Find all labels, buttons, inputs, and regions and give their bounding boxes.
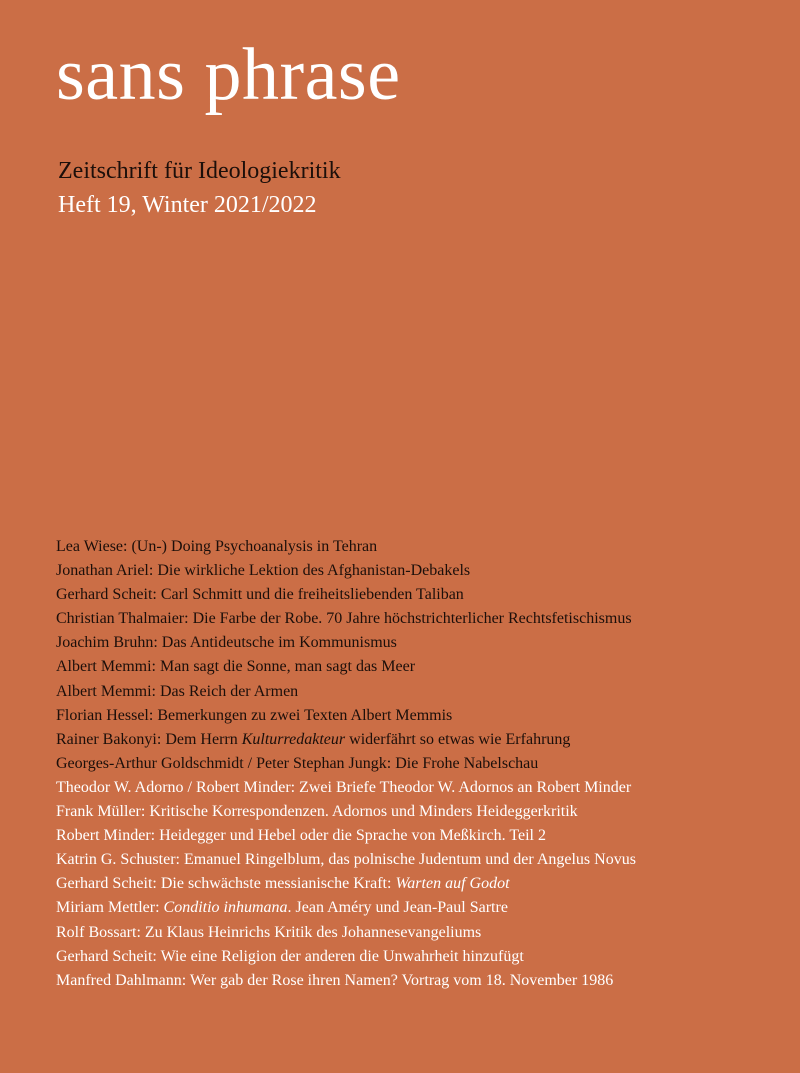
toc-entry: Frank Müller: Kritische Korrespondenzen. Adornos und Minders Heideggerkritik bbox=[56, 803, 578, 821]
toc-entry: Gerhard Scheit: Wie eine Religion der anderen die Unwahrheit hinzufügt bbox=[56, 947, 524, 965]
toc-entry: Theodor W. Adorno / Robert Minder: Zwei Briefe Theodor W. Adornos an Robert Minder bbox=[56, 778, 632, 796]
toc-entry: Florian Hessel: Bemerkungen zu zwei Texten Albert Memmis bbox=[56, 706, 453, 724]
toc-entry: Rolf Bossart: Zu Klaus Heinrichs Kritik des Johannesevangeliums bbox=[56, 923, 482, 941]
toc-entry: Christian Thalmaier: Die Farbe der Robe. 70 Jahre höchstrichterlicher Rechtsfetischismus bbox=[56, 610, 632, 628]
toc-entry: Rainer Bakonyi: Dem Herrn Kulturredakteur widerfährt so etwas wie Erfahrung bbox=[56, 730, 571, 748]
toc-entry: Joachim Bruhn: Das Antideutsche im Kommunismus bbox=[56, 634, 397, 652]
toc-entry: Albert Memmi: Man sagt die Sonne, man sagt das Meer bbox=[56, 658, 416, 676]
toc-entry: Jonathan Ariel: Die wirkliche Lektion des Afghanistan-Debakels bbox=[56, 562, 471, 580]
toc-entry: Albert Memmi: Das Reich der Armen bbox=[56, 682, 299, 700]
issue-label: Heft 19, Winter 2021/2022 bbox=[58, 192, 317, 218]
table-of-contents bbox=[56, 535, 636, 993]
toc-entry: Gerhard Scheit: Die schwächste messianische Kraft: Warten auf Godot bbox=[56, 875, 510, 893]
toc-entry: Miriam Mettler: Conditio inhumana. Jean Améry und Jean-Paul Sartre bbox=[56, 899, 508, 917]
toc-entry: Manfred Dahlmann: Wer gab der Rose ihren Namen? Vortrag vom 18. November 1986 bbox=[56, 971, 614, 989]
toc-entry: Georges-Arthur Goldschmidt / Peter Stephan Jungk: Die Frohe Nabelschau bbox=[56, 754, 539, 772]
toc-entry: Lea Wiese: (Un-) Doing Psychoanalysis in Tehran bbox=[56, 538, 378, 555]
toc-entry: Katrin G. Schuster: Emanuel Ringelblum, das polnische Judentum und der Angelus Novus bbox=[56, 851, 636, 869]
toc-entry: Gerhard Scheit: Carl Schmitt und die freiheitsliebenden Taliban bbox=[56, 586, 464, 604]
toc-entry: Robert Minder: Heidegger und Hebel oder die Sprache von Meßkirch. Teil 2 bbox=[56, 827, 546, 845]
journal-title: sans phrase bbox=[56, 34, 401, 116]
journal-subtitle: Zeitschrift für Ideologiekritik bbox=[58, 158, 341, 184]
